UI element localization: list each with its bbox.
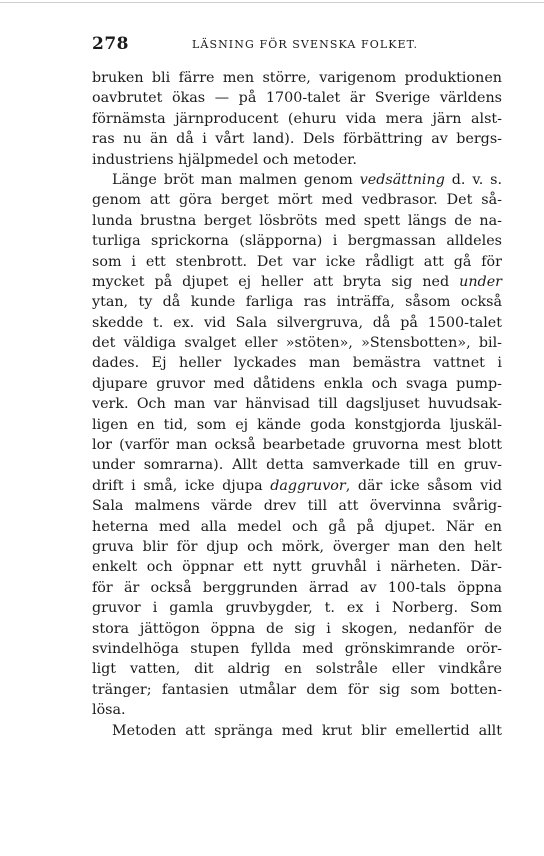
text-line: stora jättögon öppna de sig i skogen, nedanför de [92, 620, 502, 637]
text-line: lor (varför man också bearbetade gruvorna mest blott [92, 437, 502, 454]
text-run: mycket på djupet ej heller att bryta sig ned [92, 273, 460, 290]
text-line: Sala malmens värde drev till att övervinna svårig- [92, 498, 502, 515]
text-line: ligt vatten, dit aldrig en solstråle eller vindkåre [92, 661, 502, 678]
italic-term: daggruvor [270, 477, 346, 494]
text-line: heterna med alla medel och gå på djupet. När en [92, 518, 502, 535]
text-line: lunda brustna berget lösbröts med spett längs de na- [92, 212, 502, 229]
text-line: bruken bli färre men större, varigenom produktionen [92, 70, 502, 86]
text-line [92, 476, 502, 496]
text-line: dades. Ej heller lyckades man bemästra vattnet i [92, 355, 502, 372]
text-line: ligen en tid, som ej kände goda konstgjorda ljuskäl- [92, 416, 502, 433]
text-line: gruva blir för djup och mörk, överger man den helt [92, 538, 502, 555]
text-run: d. v. s. [444, 171, 502, 188]
text-line: som i ett stenbrott. Det var icke rådligt att gå för [92, 253, 502, 270]
text-line: ras nu än då i vårt land). Dels förbättring av bergs- [92, 131, 502, 148]
text-line: det väldiga svalget eller »stöten», »Stensbotten», bil- [92, 335, 502, 352]
page-number: 278 [92, 34, 129, 54]
text-line: Metoden att spränga med krut blir emellertid allt [112, 722, 502, 739]
text-line: genom att göra berget mört med vedbrasor. Det så- [92, 192, 502, 209]
top-edge-rule [0, 2, 544, 3]
text-line: enkelt och öppnar ett nytt gruvhål i närheten. Där- [92, 559, 502, 576]
text-line: tränger; fantasien utmålar dem för sig som botten- [92, 681, 502, 698]
text-line: turliga sprickorna (släpporna) i bergmassan alldeles [92, 233, 502, 250]
text-line: förnämsta järnproducent (ehuru vida mera järn alst- [92, 110, 502, 127]
italic-term: under [459, 273, 502, 290]
text-line: lösa. [92, 702, 126, 719]
text-run: drift i små, icke djupa [92, 477, 271, 494]
text-line [92, 272, 502, 292]
italic-term: vedsättning [359, 171, 445, 188]
text-line: industriens hjälpmedel och metoder. [92, 151, 357, 168]
body-text [92, 68, 502, 741]
text-line: svindelhöga stupen fyllda med grönskimrande orör- [92, 640, 502, 657]
running-title: LÄSNING FÖR SVENSKA FOLKET. [192, 38, 419, 51]
text-line: skedde t. ex. vid Sala silvergruva, då på 1500-talet [92, 314, 502, 331]
text-line: gruvor i gamla gruvbygder, t. ex i Norberg. Som [92, 600, 502, 617]
text-line: under somrarna). Allt detta samverkade till en gruv- [92, 457, 502, 474]
text-line: för är också berggrunden ärrad av 100-tals öppna [92, 579, 502, 596]
text-run: , där icke såsom vid [345, 477, 502, 494]
text-line [92, 170, 502, 190]
text-line: oavbrutet ökas — på 1700-talet är Sverige världens [92, 90, 502, 107]
text-line: ytan, ty då kunde farliga ras inträffa, såsom också [92, 294, 502, 311]
running-head [92, 34, 512, 60]
text-line: verk. Och man var hänvisad till dagsljuset huvudsak- [92, 396, 502, 413]
text-run: Länge bröt man malmen genom [112, 171, 360, 188]
text-line: djupare gruvor med dåtidens enkla och svaga pump- [92, 375, 502, 392]
